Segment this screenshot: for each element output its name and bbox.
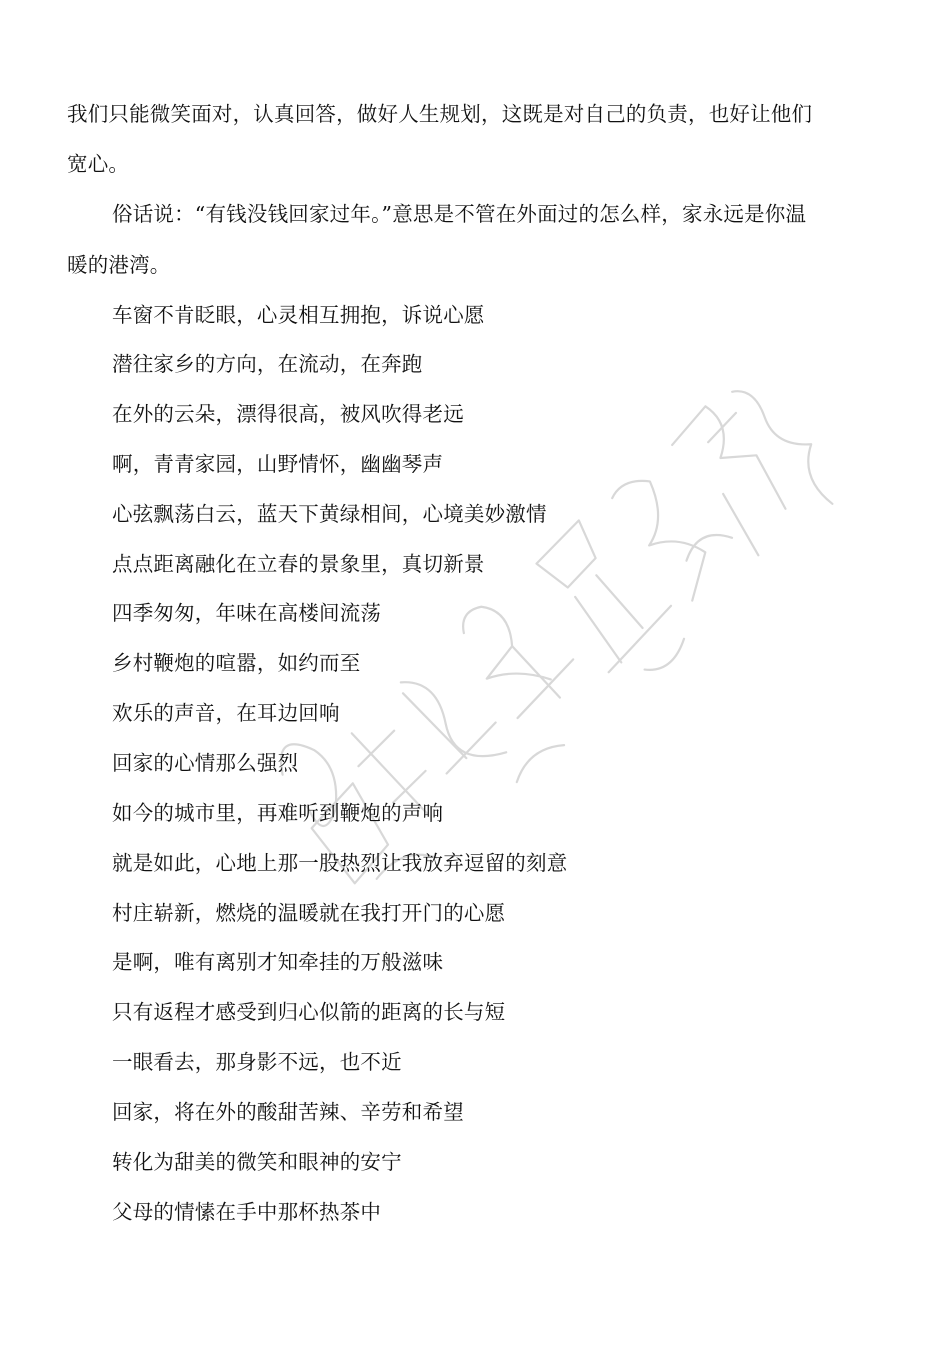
paragraph-line: 我们只能微笑面对，认真回答，做好人生规划，这既是对自己的负责，也好让他们 — [67, 102, 813, 126]
poem-line: 转化为甜美的微笑和眼神的安宁 — [112, 1150, 402, 1174]
paragraph-line: 俗话说：“有钱没钱回家过年。”意思是不管在外面过的怎么样，家永远是你温 — [112, 202, 807, 226]
poem-line: 点点距离融化在立春的景象里，真切新景 — [112, 552, 485, 576]
poem-line: 一眼看去，那身影不远，也不近 — [112, 1050, 402, 1074]
poem-line: 四季匆匆，年味在高楼间流荡 — [112, 601, 382, 625]
poem-line: 心弦飘荡白云，蓝天下黄绿相间，心境美妙激情 — [112, 502, 547, 526]
poem-line: 乡村鞭炮的喧嚣，如约而至 — [112, 651, 361, 675]
poem-line: 父母的情愫在手中那杯热茶中 — [112, 1200, 382, 1224]
paragraph-line: 宽心。 — [67, 152, 130, 176]
poem-line: 车窗不肯眨眼，心灵相互拥抱，诉说心愿 — [112, 303, 485, 327]
poem-line: 回家的心情那么强烈 — [112, 751, 299, 775]
poem-line: 如今的城市里，再难听到鞭炮的声响 — [112, 801, 444, 825]
poem-line: 就是如此，心地上那一股热烈让我放弃逗留的刻意 — [112, 851, 568, 875]
poem-line: 欢乐的声音，在耳边回响 — [112, 701, 340, 725]
poem-line: 是啊，唯有离别才知牵挂的万般滋味 — [112, 950, 444, 974]
poem-line: 回家，将在外的酸甜苦辣、辛劳和希望 — [112, 1100, 464, 1124]
poem-line: 只有返程才感受到归心似箭的距离的长与短 — [112, 1000, 506, 1024]
paragraph-line: 暖的港湾。 — [67, 253, 171, 277]
poem-line: 村庄崭新，燃烧的温暖就在我打开门的心愿 — [112, 901, 506, 925]
poem-line: 在外的云朵，漂得很高，被风吹得老远 — [112, 402, 464, 426]
poem-line: 潜往家乡的方向，在流动，在奔跑 — [112, 352, 423, 376]
poem-line: 啊，青青家园，山野情怀，幽幽琴声 — [112, 452, 444, 476]
